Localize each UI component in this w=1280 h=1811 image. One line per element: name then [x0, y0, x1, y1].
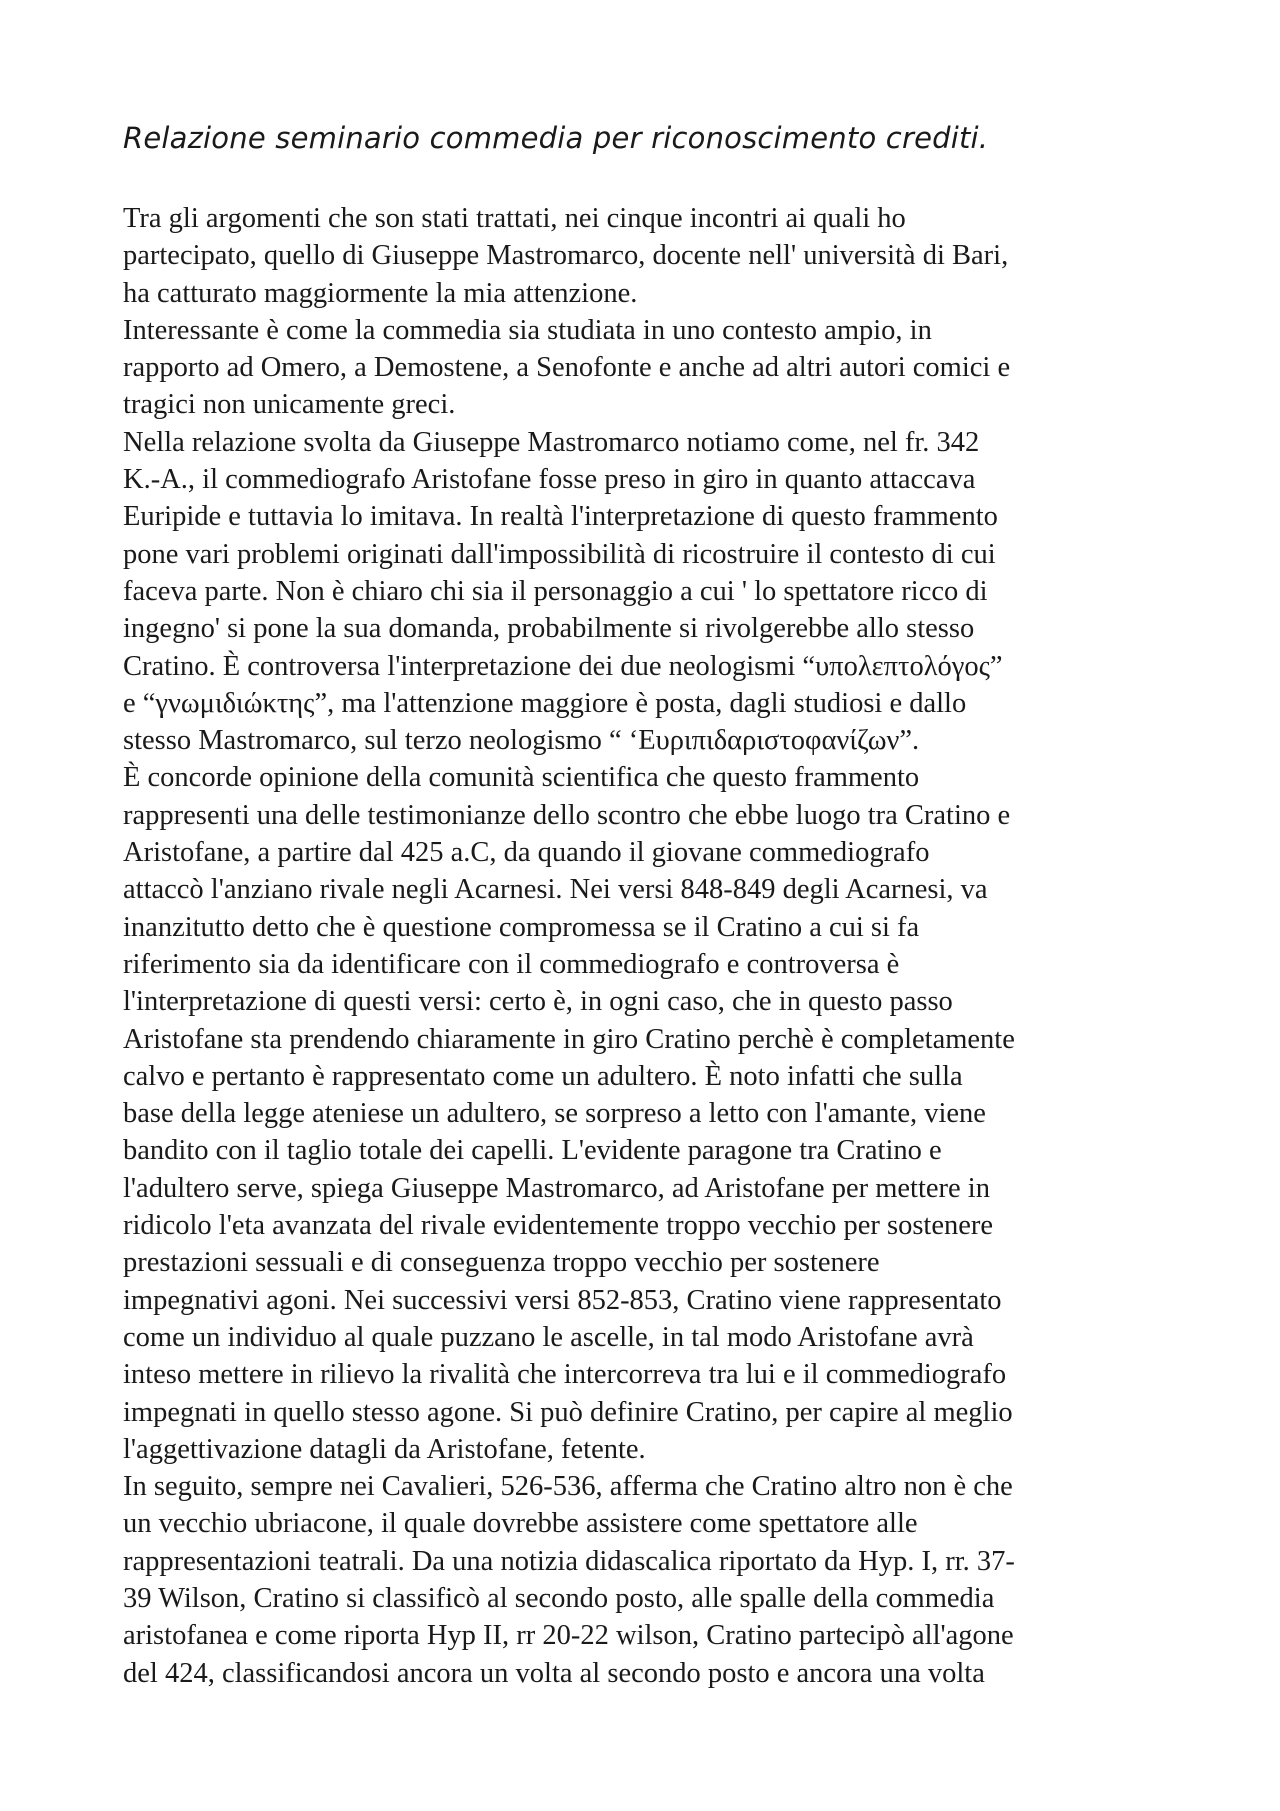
body-line: ingegno' si pone la sua domanda, probabilmente si rivolgerebbe allo stesso [123, 613, 975, 645]
body-line: Aristofane, a partire dal 425 a.C, da quando il giovane commediografo [123, 837, 930, 869]
body-line: tragici non unicamente greci. [123, 389, 456, 421]
body-line: del 424, classificandosi ancora un volta al secondo posto e ancora una volta [123, 1657, 985, 1689]
body-line: 39 Wilson, Cratino si classificò al secondo posto, alle spalle della commedia [123, 1582, 995, 1614]
body-line: riferimento sia da identificare con il commediografo e controversa è [123, 948, 900, 980]
body-line: Interessante è come la commedia sia studiata in uno contesto ampio, in [123, 314, 932, 346]
body-line: l'aggettivazione datagli da Aristofane, fetente. [123, 1433, 646, 1465]
body-line: ridicolo l'eta avanzata del rivale evidentemente troppo vecchio per sostenere [123, 1210, 994, 1242]
body-line: ha catturato maggiormente la mia attenzione. [123, 277, 638, 309]
body-line: Nella relazione svolta da Giuseppe Mastromarco notiamo come, nel fr. 342 [123, 426, 980, 458]
body-line: pone vari problemi originati dall'impossibilità di ricostruire il contesto di cui [123, 538, 996, 570]
body-line: calvo e pertanto è rappresentato come un adultero. È noto infatti che sulla [123, 1060, 963, 1092]
body-line: impegnativi agoni. Nei successivi versi 852-853, Cratino viene rappresentato [123, 1284, 1002, 1316]
body-line: prestazioni sessuali e di conseguenza troppo vecchio per sostenere [123, 1247, 880, 1279]
body-line: stesso Mastromarco, sul terzo neologismo “ ‘Ευριπιδαριστοφανίζων”. [123, 725, 920, 757]
body-line: È concorde opinione della comunità scientifica che questo frammento [123, 762, 920, 794]
body-line: l'interpretazione di questi versi: certo è, in ogni caso, che in questo passo [123, 986, 953, 1018]
body-line: inteso mettere in rilievo la rivalità che intercorreva tra lui e il commediografo [123, 1359, 1007, 1391]
body-line: Aristofane sta prendendo chiaramente in giro Cratino perchè è completamente [123, 1023, 1015, 1055]
body-line: come un individuo al quale puzzano le ascelle, in tal modo Aristofane avrà [123, 1321, 974, 1353]
document-title: Relazione seminario commedia per riconoscimento crediti. [123, 121, 989, 155]
body-line: In seguito, sempre nei Cavalieri, 526-536, afferma che Cratino altro non è che [123, 1471, 1013, 1503]
body-line: rapporto ad Omero, a Demostene, a Senofonte e anche ad altri autori comici e [123, 352, 1011, 384]
body-line: rappresentazioni teatrali. Da una notizia didascalica riportato da Hyp. I, rr. 37- [123, 1545, 1015, 1577]
body-line: K.-A., il commediografo Aristofane fosse preso in giro in quanto attaccava [123, 464, 976, 496]
body-line: Euripide e tuttavia lo imitava. In realtà l'interpretazione di questo frammento [123, 501, 998, 533]
body-line: attaccò l'anziano rivale negli Acarnesi. Nei versi 848-849 degli Acarnesi, va [123, 874, 988, 906]
body-line: bandito con il taglio totale dei capelli. L'evidente paragone tra Cratino e [123, 1135, 942, 1167]
body-line: aristofanea e come riporta Hyp II, rr 20-22 wilson, Cratino partecipò all'agone [123, 1620, 1014, 1652]
body-line: Cratino. È controversa l'interpretazione dei due neologismi “υπολεπτολόγος” [123, 650, 1003, 682]
body-line: impegnati in quello stesso agone. Si può definire Cratino, per capire al meglio [123, 1396, 1013, 1428]
body-line: partecipato, quello di Giuseppe Mastromarco, docente nell' università di Bari, [123, 240, 1009, 272]
body-line: l'adultero serve, spiega Giuseppe Mastromarco, ad Aristofane per mettere in [123, 1172, 990, 1204]
document-body [123, 200, 1163, 1692]
body-line: faceva parte. Non è chiaro chi sia il personaggio a cui ' lo spettatore ricco di [123, 575, 988, 607]
body-line: un vecchio ubriacone, il quale dovrebbe assistere come spettatore alle [123, 1508, 918, 1540]
body-line: e “γνωμιδιώκτης”, ma l'attenzione maggiore è posta, dagli studiosi e dallo [123, 687, 967, 719]
body-line: inanzitutto detto che è questione compromessa se il Cratino a cui si fa [123, 911, 920, 943]
body-line: rappresenti una delle testimonianze dello scontro che ebbe luogo tra Cratino e [123, 799, 1011, 831]
body-line: base della legge ateniese un adultero, se sorpreso a letto con l'amante, viene [123, 1098, 986, 1130]
body-line: Tra gli argomenti che son stati trattati, nei cinque incontri ai quali ho [123, 203, 906, 234]
